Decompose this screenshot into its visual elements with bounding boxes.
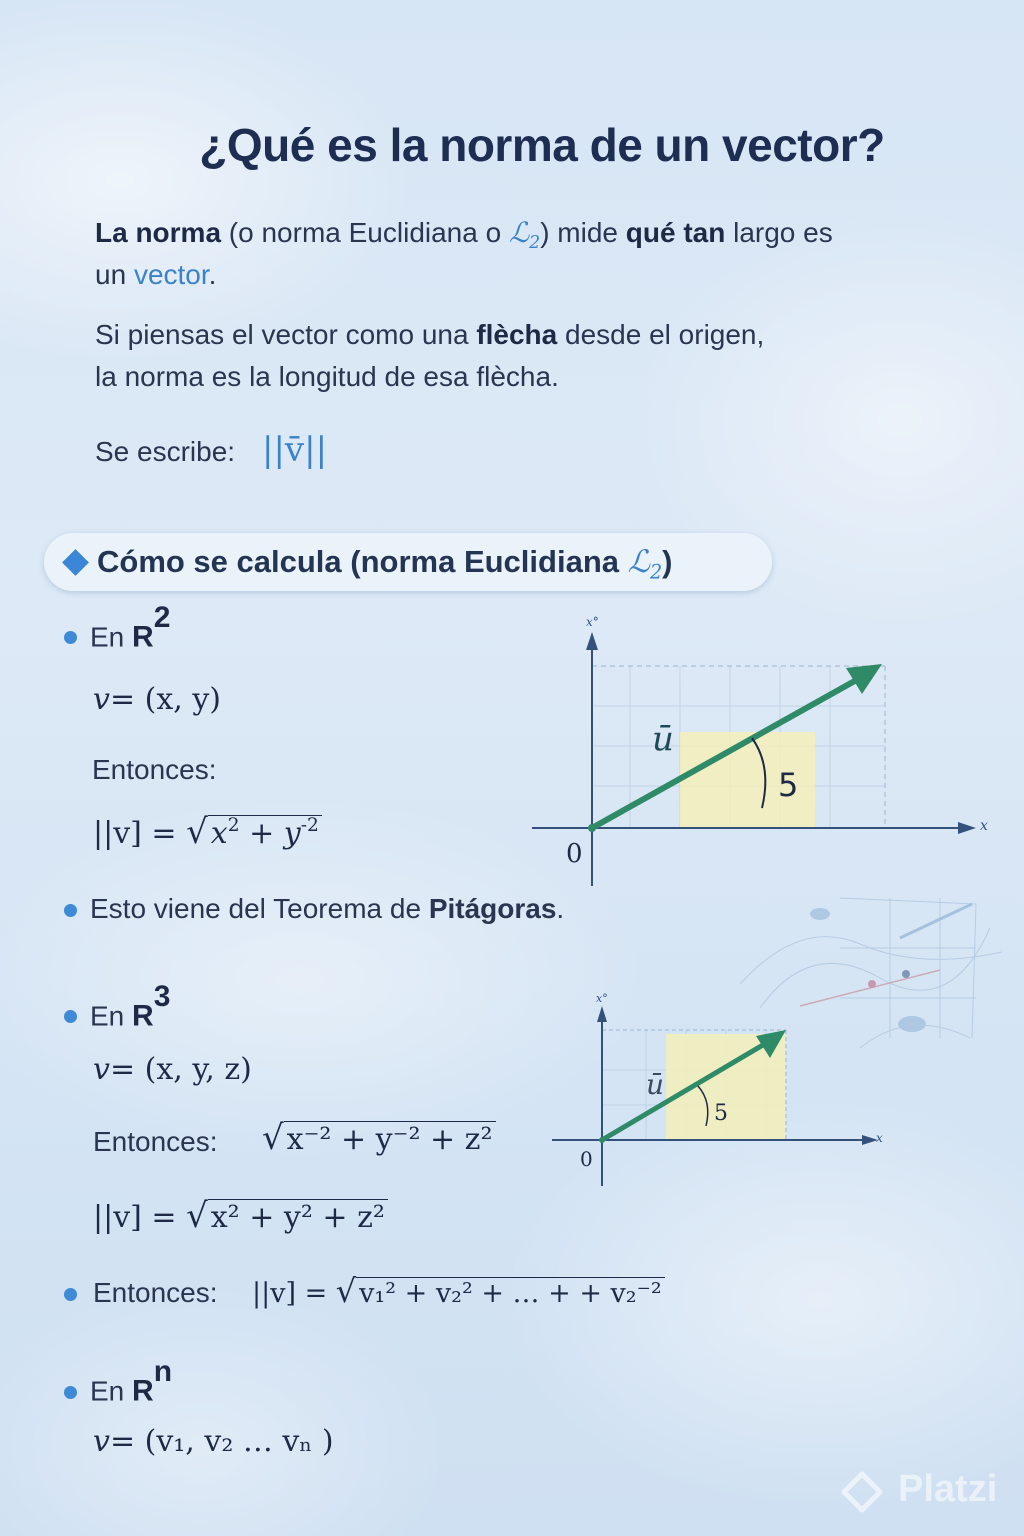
norm-left: ||v] = — [252, 1278, 328, 1309]
angle-label: 5 — [714, 1101, 728, 1126]
r2-formula — [93, 812, 322, 852]
page-title: ¿Qué es la norma de un vector? — [199, 119, 885, 171]
y-exp: -2 — [300, 814, 319, 836]
r2-entonces: Entonces: — [92, 754, 217, 785]
pitagoras-name: Pitágoras — [428, 893, 557, 924]
origin-label: 0 — [580, 1147, 593, 1171]
radicand: v₁² + v₂² + … + + v₂⁻² — [356, 1277, 665, 1310]
intro-paragraph — [95, 212, 935, 296]
l2-symbol — [508, 216, 541, 254]
bullet-icon — [64, 1010, 77, 1023]
general-entonces: Entonces: — [93, 1277, 218, 1308]
x-axis-arrow-icon — [958, 822, 976, 834]
intro-emphasis: qué tan — [625, 217, 726, 248]
origin-point — [599, 1137, 605, 1143]
arrow-emphasis: flècha — [476, 319, 558, 350]
r-exponent: 2 — [153, 601, 171, 634]
plus: + — [239, 816, 284, 851]
sqrt-sign: √ — [262, 1118, 284, 1158]
arrow-paragraph — [95, 314, 935, 398]
r-symbol: R — [132, 620, 154, 654]
section-title: Cómo se calcula (norma Euclidiana — [97, 544, 628, 579]
platzi-logo-icon — [840, 1470, 884, 1514]
intro-text: (o norma Euclidiana o — [221, 217, 509, 248]
definition-text: = (x, y) — [109, 682, 221, 717]
x-var: x — [210, 816, 228, 851]
l2-subscript: 2 — [649, 560, 663, 584]
v-symbol: v — [93, 1052, 110, 1087]
watermark: Platzi — [898, 1468, 998, 1510]
bullet-icon — [64, 1386, 77, 1399]
pitagoras-note — [90, 893, 564, 925]
r2-label — [90, 601, 171, 655]
norm-left: ||v] = — [93, 816, 177, 851]
vector-word: vector — [133, 259, 209, 290]
l2-letter: ℒ — [627, 544, 650, 580]
intro-term: La norma — [95, 217, 222, 248]
y-var: y — [283, 816, 301, 851]
vector-arrowhead-icon — [846, 664, 882, 694]
en-text: En — [90, 1375, 133, 1407]
intro-text: . — [208, 259, 217, 290]
en-text: En — [90, 621, 133, 653]
definition-text: = (x, y, z) — [109, 1052, 252, 1087]
general-formula — [252, 1272, 665, 1310]
y-axis-label: x° — [586, 615, 599, 629]
y-axis-arrow-icon — [597, 1006, 607, 1022]
l2-symbol — [627, 544, 663, 584]
arrow-text: la norma es la longitud de esa flècha. — [95, 361, 559, 392]
radicand — [208, 815, 322, 852]
r3-entonces: Entonces: — [93, 1126, 218, 1157]
r3-definition — [93, 1052, 252, 1087]
definition-text: = (v₁, v₂ … vₙ ) — [109, 1424, 334, 1459]
r3-formula — [93, 1196, 388, 1236]
x-axis-label: x — [876, 1131, 883, 1145]
pitagoras-text: Esto viene del Teorema de — [90, 893, 429, 924]
notation-label: Se escribe: — [95, 436, 236, 467]
vector-graph-3d — [546, 990, 906, 1190]
bullet-icon — [64, 631, 77, 644]
intro-text: un — [95, 259, 134, 290]
bullet-icon — [64, 1288, 77, 1301]
v-symbol: v — [93, 1424, 110, 1459]
r-exponent: n — [153, 1355, 173, 1388]
r-symbol: R — [132, 1374, 154, 1408]
intro-text: ) mide — [540, 217, 626, 248]
x-axis-label: x — [980, 818, 988, 834]
y-axis-arrow-icon — [586, 632, 598, 650]
v-symbol: v — [93, 682, 110, 717]
y-axis-label: x° — [596, 992, 608, 1005]
radicand: x² + y² + z² — [208, 1199, 388, 1236]
diamond-icon — [62, 549, 89, 576]
section-title-end: ) — [662, 544, 673, 579]
sqrt-sign: √ — [186, 1196, 208, 1236]
norm-notation: ||v̄|| — [262, 430, 328, 470]
rn-definition — [93, 1424, 334, 1459]
r-symbol: R — [132, 999, 154, 1033]
pitagoras-end: . — [556, 893, 565, 924]
origin-point — [588, 824, 596, 832]
l2-subscript: 2 — [529, 233, 541, 254]
arrow-text: Si piensas el vector como una — [95, 319, 477, 350]
vector-graph-2d — [520, 606, 1000, 896]
section-header — [64, 540, 672, 584]
r-exponent: 3 — [153, 980, 171, 1013]
norm-left: ||v] = — [93, 1200, 177, 1235]
x-exp: 2 — [227, 814, 240, 836]
r2-definition — [93, 682, 221, 717]
origin-label: 0 — [566, 839, 583, 869]
arrow-text: desde el origen, — [557, 319, 765, 350]
sqrt-sign: √ — [335, 1272, 357, 1310]
vector-label: ū — [652, 719, 674, 759]
radicand: x⁻² + y⁻² + z² — [284, 1121, 496, 1158]
r3-sqrt — [262, 1118, 496, 1158]
intro-text: largo es — [725, 217, 833, 248]
l2-letter: ℒ — [508, 216, 530, 249]
bullet-icon — [64, 904, 77, 917]
vector-label: ū — [646, 1068, 665, 1101]
angle-label: 5 — [778, 766, 799, 804]
r3-label — [90, 980, 171, 1034]
sqrt-sign: √ — [186, 812, 208, 852]
en-text: En — [90, 1000, 133, 1032]
rn-label — [90, 1355, 173, 1409]
